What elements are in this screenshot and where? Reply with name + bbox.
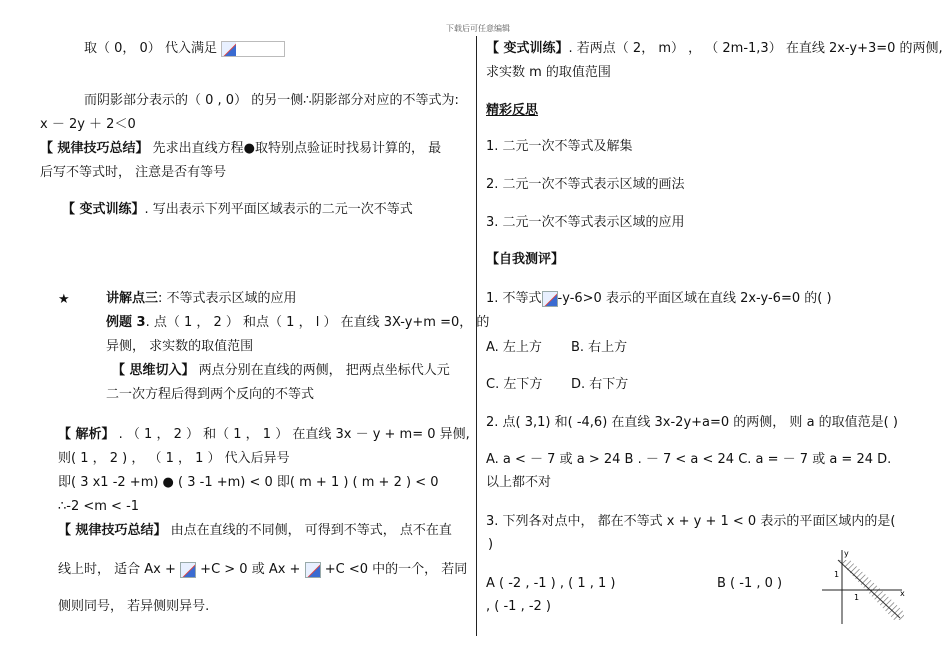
lecture-point-text: : 不等式表示区域的应用 <box>158 291 297 306</box>
formula-part-a: 线上时， 适合 Ax + <box>58 562 176 577</box>
q1-option-a: A. 左上方 <box>486 340 542 355</box>
boundary-line <box>838 560 900 618</box>
q1-option-b: B. 右上方 <box>571 340 628 355</box>
reflection-item-3: 3. 二元一次不等式表示区域的应用 <box>486 215 685 230</box>
q3-option-b: B ( -1 , 0 ) <box>717 576 783 591</box>
question-1-prefix: 1. 不等式 <box>486 291 542 306</box>
star-icon: ★ <box>58 292 70 307</box>
right-line-1 <box>486 40 943 58</box>
q1-option-c: C. 左下方 <box>486 377 543 392</box>
thinking-heading: 【 思维切入】 <box>112 363 195 378</box>
reflection-item-2: 2. 二元一次不等式表示区域的画法 <box>486 177 685 192</box>
left-line-1 <box>84 40 285 58</box>
left-line-11: 二一次方程后得到两个反向的不等式 <box>106 387 315 402</box>
left-line-15: ∴-2 <m < -1 <box>58 499 140 514</box>
region-graph <box>820 546 910 626</box>
left-line-17 <box>58 561 467 579</box>
formula-image-icon <box>221 41 285 57</box>
left-line-13: 则( 1 ， 2 ) ， （ 1 ， 1 ） 代入后异号 <box>58 451 290 466</box>
left-line-8 <box>106 314 489 332</box>
self-test-heading: 【自我测评】 <box>486 252 565 267</box>
x-axis-label: x <box>900 589 905 598</box>
analysis-heading: 【 解析】 <box>58 427 115 442</box>
reflection-item-1: 1. 二元一次不等式及解集 <box>486 139 633 154</box>
rule-summary-heading-2: 【 规律技巧总结】 <box>58 523 167 538</box>
left-line-6 <box>62 201 413 219</box>
left-line-10 <box>112 362 450 380</box>
q1-option-d: D. 右下方 <box>571 377 629 392</box>
header-watermark: 下载后可任意编辑 <box>446 24 510 33</box>
reflection-heading: 精彩反思 <box>486 103 539 118</box>
question-3: 3. 下列各对点中， 都在不等式 x + y + 1 < 0 表示的平面区域内的是( <box>486 514 896 529</box>
rule-summary-text: 先求出直线方程●取特别点验证时找易计算的， 最 <box>148 141 442 156</box>
lecture-point-heading: 讲解点三 <box>106 291 159 306</box>
left-line-12 <box>58 426 470 444</box>
question-1 <box>486 290 832 308</box>
formula-image-icon <box>305 562 321 578</box>
thinking-text: 两点分别在直线的两侧， 把两点坐标代人元 <box>194 363 450 378</box>
variant-training-text: . 写出表示下列平面区域表示的二元一次不等式 <box>144 202 413 217</box>
example-heading: 例题 3 <box>106 315 146 330</box>
q3-option-a-cont: , ( -1 , -2 ) <box>486 599 551 614</box>
y-axis-label: y <box>844 549 849 558</box>
rule-summary-text-2: 由点在直线的不同侧， 可得到不等式， 点不在直 <box>166 523 452 538</box>
q2-option-d-cont: 以上都不对 <box>486 475 552 490</box>
left-line-2: 而阴影部分表示的（ 0 , 0） 的另一侧∴阴影部分对应的不等式为: <box>84 93 459 108</box>
left-line-4 <box>40 140 441 158</box>
left-line-9: 异侧， 求实数的取值范围 <box>106 339 254 354</box>
variant-training-text-right: . 若两点（ 2， m） ， （ 2m-1,3） 在直线 2x-y+3=0 的两侧, <box>568 41 943 56</box>
column-divider <box>476 36 477 636</box>
formula-part-c: +C <0 中的一个， 若同 <box>324 562 468 577</box>
tick-1-x: 1 <box>854 593 860 602</box>
analysis-text: . （ 1 ， 2 ） 和（ 1 ， 1 ） 在直线 3x － y + m= 0 异侧, <box>114 427 470 442</box>
q2-options: A. a < － 7 或 a > 24 B . － 7 < a < 24 C. a = － 7 或 a = 24 D. <box>486 452 892 467</box>
question-3-paren: ) <box>488 537 494 552</box>
variant-training-heading: 【 变式训练】 <box>62 202 145 217</box>
formula-part-b: +C > 0 或 Ax + <box>200 562 301 577</box>
formula-image-icon <box>542 291 558 307</box>
left-line-18: 侧则同号， 若异侧则异号. <box>58 599 210 614</box>
variant-training-heading-right: 【 变式训练】 <box>486 41 569 56</box>
example-text: . 点（ 1 ， 2 ） 和点（ 1 ， l ） 在直线 3X-y+m =0， 的 <box>145 315 490 330</box>
q3-option-a: A ( -2 , -1 ) , ( 1 , 1 ) <box>486 576 616 591</box>
left-line-7 <box>106 290 297 308</box>
formula-image-icon <box>180 562 196 578</box>
left-line-1-text: 取（ 0， 0） 代入满足 <box>84 41 217 56</box>
rule-summary-heading: 【 规律技巧总结】 <box>40 141 149 156</box>
left-line-14: 即( 3 x1 -2 +m) ● ( 3 -1 +m) < 0 即( m + 1 ) ( m + 2 ) < 0 <box>58 475 439 490</box>
left-line-16 <box>58 522 452 540</box>
question-1-text: -y-6>0 表示的平面区域在直线 2x-y-6=0 的( ) <box>557 291 832 306</box>
left-line-3: x － 2y ＋ 2＜0 <box>40 117 136 132</box>
tick-1-y: 1 <box>834 570 840 579</box>
left-line-5: 后写不等式时， 注意是否有等号 <box>40 165 227 180</box>
question-2: 2. 点( 3,1) 和( -4,6) 在直线 3x-2y+a=0 的两侧， 则 a 的取值范是( ) <box>486 415 898 430</box>
right-line-2: 求实数 m 的取值范围 <box>486 65 611 80</box>
